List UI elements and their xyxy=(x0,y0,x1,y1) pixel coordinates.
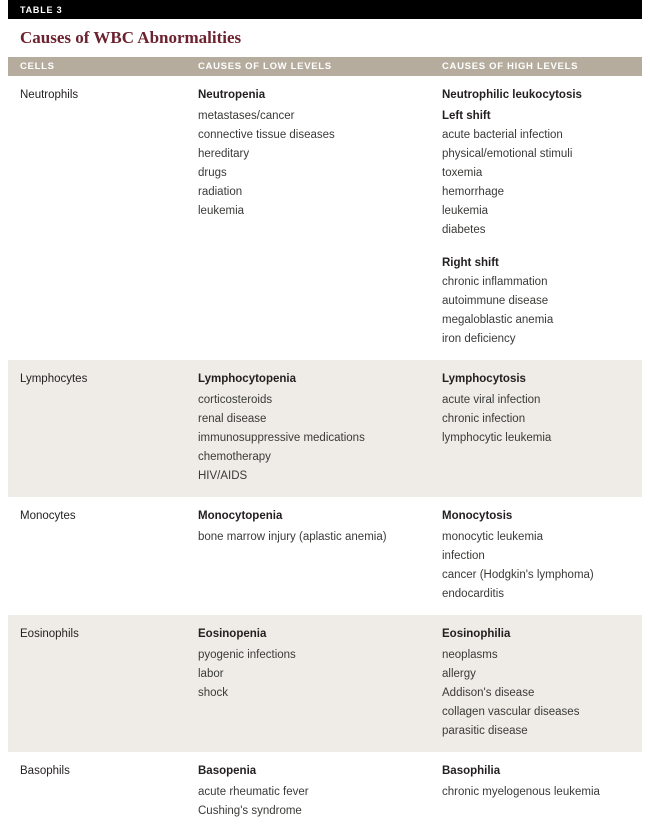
high-cause-item: physical/emotional stimuli xyxy=(442,148,573,160)
high-cause-item: diabetes xyxy=(442,224,486,236)
high-cause-item: autoimmune disease xyxy=(442,295,549,307)
high-cause-heading: Neutrophilic leukocytosis xyxy=(442,89,582,101)
high-cause-heading: Eosinophilia xyxy=(442,628,511,640)
high-cause-item: monocytic leukemia xyxy=(442,531,543,543)
table-row xyxy=(8,497,642,615)
high-cause-heading: Basophilia xyxy=(442,765,501,777)
row-cell-high-causes xyxy=(442,626,642,740)
low-cause-item: metastases/cancer xyxy=(198,110,295,122)
low-cause-item: shock xyxy=(198,687,229,699)
high-cause-heading: Monocytosis xyxy=(442,510,513,522)
low-cause-heading: Eosinopenia xyxy=(198,628,267,640)
low-cause-heading: Lymphocytopenia xyxy=(198,373,296,385)
low-cause-item: immunosuppressive medications xyxy=(198,432,365,444)
high-cause-subheading: Right shift xyxy=(442,257,499,269)
high-cause-subheading: Left shift xyxy=(442,110,491,122)
low-cause-heading: Neutropenia xyxy=(198,89,266,101)
high-cause-item: megaloblastic anemia xyxy=(442,314,554,326)
low-cause-item: leukemia xyxy=(198,205,245,217)
high-cause-item: leukemia xyxy=(442,205,489,217)
low-cause-item: pyogenic infections xyxy=(198,649,296,661)
low-cause-item: labor xyxy=(198,668,224,680)
row-cell-low-causes xyxy=(198,87,442,348)
row-cell-type xyxy=(8,626,198,740)
high-cause-item: iron deficiency xyxy=(442,333,516,345)
low-cause-item: chemotherapy xyxy=(198,451,271,463)
row-cell-high-causes xyxy=(442,508,642,603)
page-title: Causes of WBC Abnormalities xyxy=(20,28,242,47)
row-cell-type xyxy=(8,87,198,348)
row-cell-low-causes xyxy=(198,626,442,740)
row-cell-type xyxy=(8,763,198,820)
row-cell-type xyxy=(8,371,198,485)
low-cause-item: renal disease xyxy=(198,413,267,425)
table-row xyxy=(8,752,642,832)
cell-type-label: Neutrophils xyxy=(20,89,79,101)
row-cell-high-causes xyxy=(442,87,642,348)
high-cause-item: hemorrhage xyxy=(442,186,505,198)
cell-type-label: Basophils xyxy=(20,765,70,777)
high-cause-item: toxemia xyxy=(442,167,483,179)
high-cause-item: lymphocytic leukemia xyxy=(442,432,552,444)
row-cell-high-causes xyxy=(442,371,642,485)
high-cause-item: acute viral infection xyxy=(442,394,541,406)
column-header-cells: CELLS xyxy=(20,61,55,72)
high-cause-item: chronic inflammation xyxy=(442,276,548,288)
row-cell-low-causes xyxy=(198,371,442,485)
high-cause-heading: Lymphocytosis xyxy=(442,373,526,385)
table-body xyxy=(8,76,642,832)
table-row xyxy=(8,360,642,497)
high-cause-item: acute bacterial infection xyxy=(442,129,563,141)
column-header-low: CAUSES OF LOW LEVELS xyxy=(198,61,332,72)
cell-type-label: Monocytes xyxy=(20,510,76,522)
row-cell-low-causes xyxy=(198,763,442,820)
high-cause-item: cancer (Hodgkin's lymphoma) xyxy=(442,569,594,581)
low-cause-item: Cushing's syndrome xyxy=(198,805,302,817)
high-cause-item: chronic infection xyxy=(442,413,526,425)
high-cause-item: parasitic disease xyxy=(442,725,528,737)
table-column-headers xyxy=(8,57,642,76)
table-number-bar: TABLE 3 xyxy=(8,0,642,19)
cell-type-label: Lymphocytes xyxy=(20,373,88,385)
high-cause-item: neoplasms xyxy=(442,649,498,661)
high-cause-item: allergy xyxy=(442,668,476,680)
high-cause-item: chronic myelogenous leukemia xyxy=(442,786,600,798)
high-cause-item: endocarditis xyxy=(442,588,505,600)
table-row xyxy=(8,76,642,360)
low-cause-item: HIV/AIDS xyxy=(198,470,248,482)
cell-type-label: Eosinophils xyxy=(20,628,79,640)
row-cell-low-causes xyxy=(198,508,442,603)
low-cause-item: radiation xyxy=(198,186,243,198)
low-cause-item: acute rheumatic fever xyxy=(198,786,309,798)
low-cause-item: hereditary xyxy=(198,148,250,160)
low-cause-item: bone marrow injury (aplastic anemia) xyxy=(198,531,387,543)
table-row xyxy=(8,615,642,752)
high-cause-item: collagen vascular diseases xyxy=(442,706,580,718)
low-cause-heading: Basopenia xyxy=(198,765,257,777)
column-header-high: CAUSES OF HIGH LEVELS xyxy=(442,61,579,72)
low-cause-heading: Monocytopenia xyxy=(198,510,283,522)
low-cause-item: corticosteroids xyxy=(198,394,273,406)
row-cell-high-causes xyxy=(442,763,642,820)
high-cause-item: infection xyxy=(442,550,485,562)
low-cause-item: connective tissue diseases xyxy=(198,129,335,141)
row-cell-type xyxy=(8,508,198,603)
low-cause-item: drugs xyxy=(198,167,227,179)
high-cause-item: Addison's disease xyxy=(442,687,535,699)
